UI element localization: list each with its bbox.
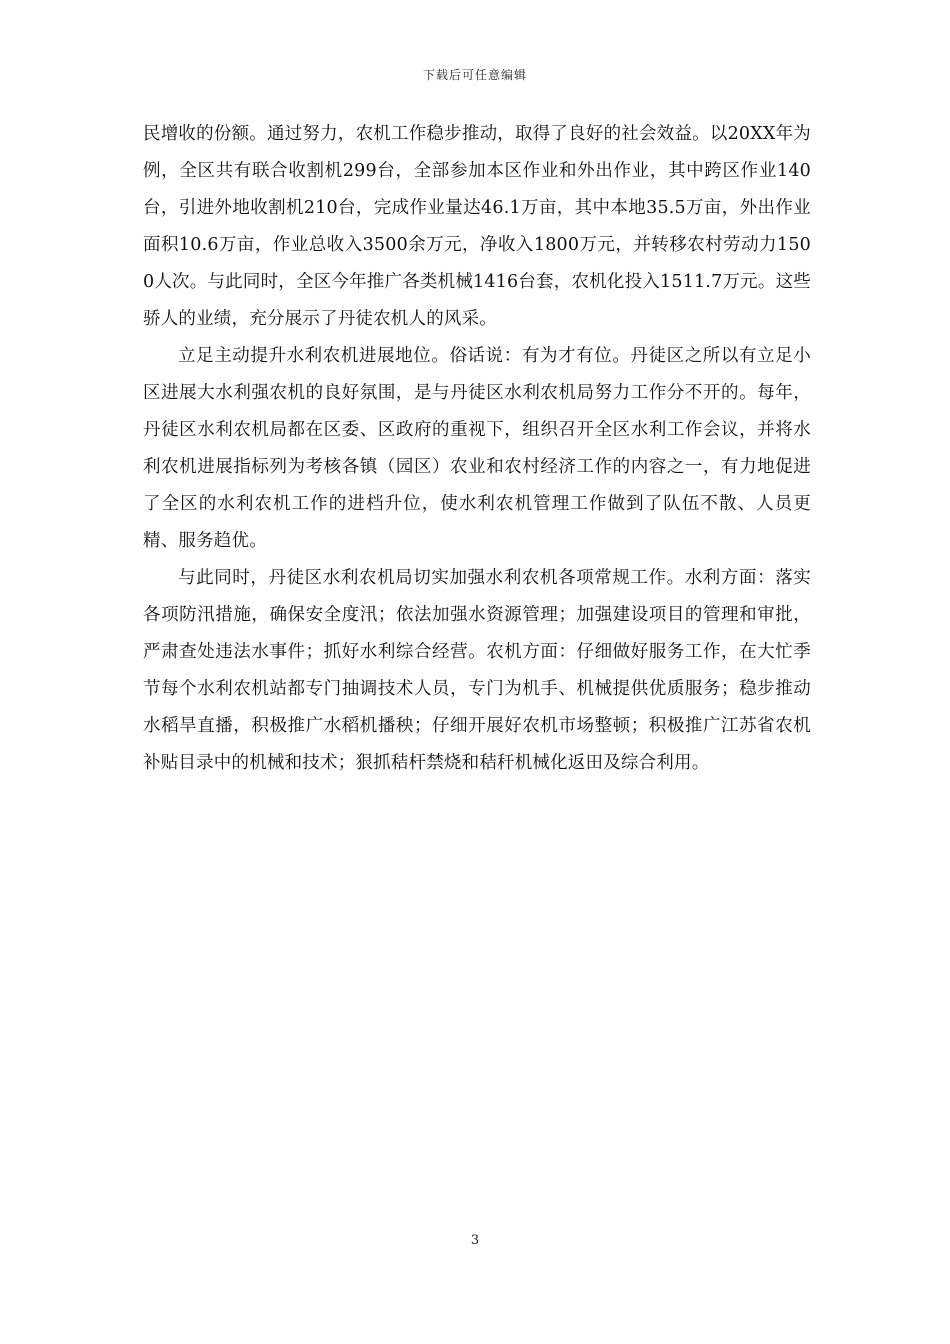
paragraph-1: 民增收的份额。通过努力，农机工作稳步推动，取得了良好的社会效益。以20XX年为例，全区共有联合收割机299台，全部参加本区作业和外出作业，其中跨区作业140台，引进外地收割机210台，完成作业量达46.1万亩，其中本地35.5万亩，外出作业面积10.6万亩，作业总收入3500余万元，净收入1800万元，并转移农村劳动力1500人次。与此同时，全区今年推广各类机械1416台套，农机化投入1511.7万元。这些骄人的业绩，充分展示了丹徒农机人的风采。 <box>143 124 811 329</box>
document-body <box>143 116 811 782</box>
paragraph-2: 立足主动提升水利农机进展地位。俗话说：有为才有位。丹徒区之所以有立足小区进展大水利强农机的良好氛围，是与丹徒区水利农机局努力工作分不开的。每年，丹徒区水利农机局都在区委、区政府的重视下，组织召开全区水利工作会议，并将水利农机进展指标列为考核各镇（园区）农业和农村经济工作的内容之一，有力地促进了全区的水利农机工作的进档升位，使水利农机管理工作做到了队伍不散、人员更精、服务趋优。 <box>143 346 811 551</box>
page-header: 下载后可任意编辑 <box>422 68 527 82</box>
paragraph-3: 与此同时，丹徒区水利农机局切实加强水利农机各项常规工作。水利方面：落实各项防汛措施，确保安全度汛；依法加强水资源管理；加强建设项目的管理和审批，严肃查处违法水事件；抓好水利综合经营。农机方面：仔细做好服务工作，在大忙季节每个水利农机站都专门抽调技术人员，专门为机手、机械提供优质服务；稳步推动水稻旱直播，积极推广水稻机播秧；仔细开展好农机市场整顿；积极推广江苏省农机补贴目录中的机械和技术；狠抓秸杆禁烧和秸秆机械化返田及综合利用。 <box>143 568 811 773</box>
page-number: 3 <box>470 1233 480 1248</box>
